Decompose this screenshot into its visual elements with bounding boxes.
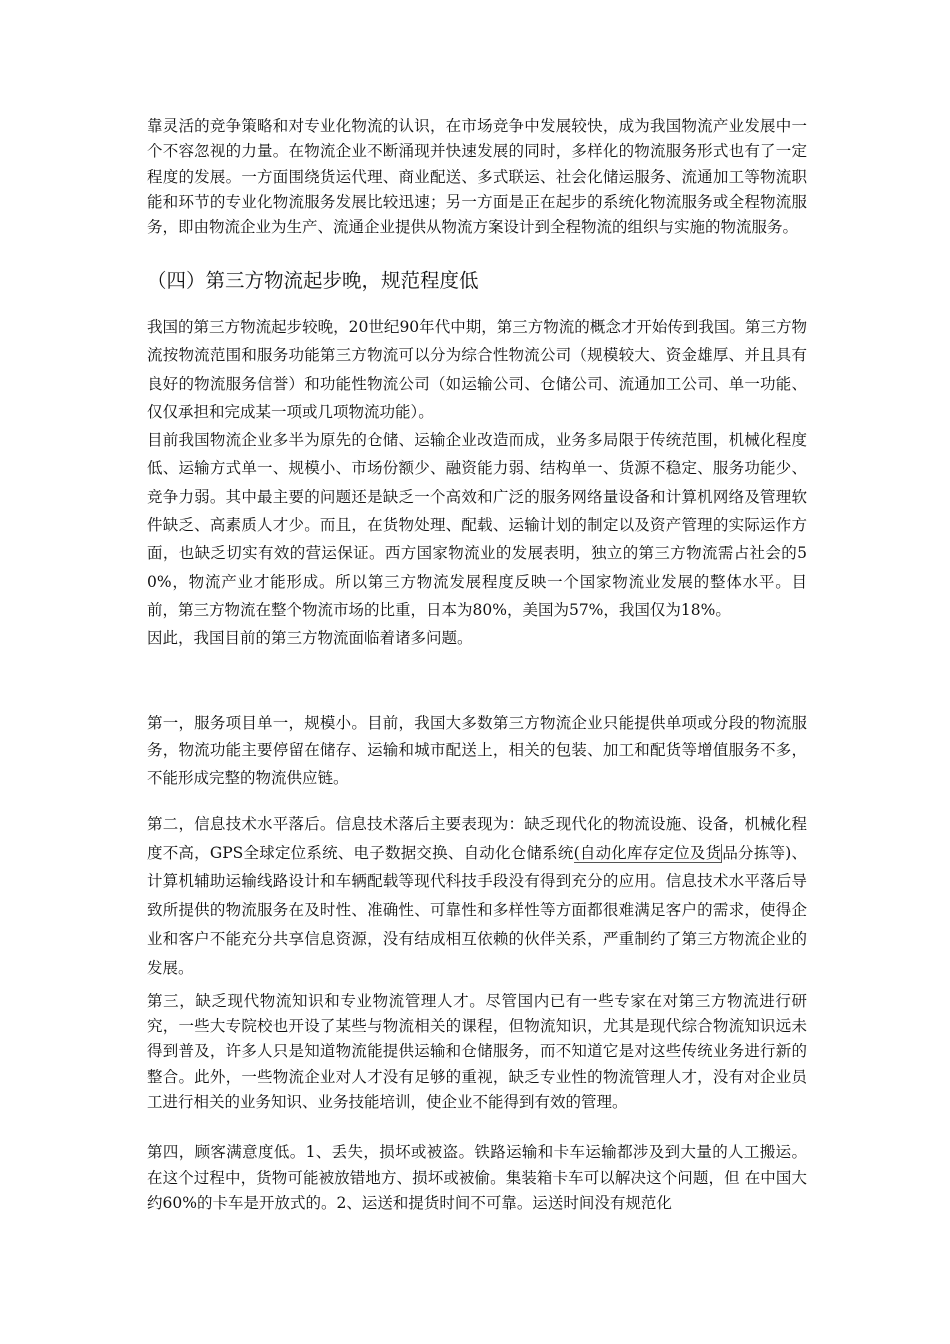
intro-text-block: [147, 114, 807, 240]
section-body-overview: [147, 313, 807, 653]
section-body-first: [147, 710, 807, 792]
paragraph-second-start: 第二，信息技术水平落后。信息技术落后主要表现为：缺乏现代化的物流设施、设备，机械化程度不高，GPS全球定位系统、电子数据交换、自动化仓储系统: [147, 815, 807, 862]
paragraph-second-problem: [147, 810, 807, 982]
intro-paragraph: 靠灵活的竞争策略和对专业化物流的认识，在市场竞争中发展较快，成为我国物流产业发展中一个不容忽视的力量。在物流企业不断涌现并快速发展的同时，多样化的物流服务形式也有了一定程度的发展。一方面围绕货运代理、商业配送、多式联运、社会化储运服务、流通加工等物流职能和环节的专业化物流服务发展比较迅速；另一方面是正在起步的系统化物流服务或全程物流服务，即由物流企业为生产、流通企业提供从物流方案设计到全程物流的组织与实施的物流服务。: [147, 117, 807, 237]
paragraph-second-marked-text: (自动化库存定位及货: [573, 843, 722, 862]
paragraph-third-problem: 第三，缺乏现代物流知识和专业物流管理人才。尽管国内已有一些专家在对第三方物流进行研究，一些大专院校也开设了某些与物流相关的课程，但物流知识，尤其是现代综合物流知识远未得到普及，许多人只是知道物流能提供运输和仓储服务，而不知道它是对这些传统业务进行新的整合。此外，一些物流企业对人才没有足够的重视，缺乏专业性的物流管理人才，没有对企业员工进行相关的业务知识、业务技能培训，使企业不能得到有效的管理。: [147, 992, 807, 1111]
paragraph-first-problem: 第一，服务项目单一，规模小。目前，我国大多数第三方物流企业只能提供单项或分段的物流服务，物流功能主要停留在储存、运输和城市配送上，相关的包装、加工和配货等增值服务不多，不能形成完整的物流供应链。: [147, 714, 807, 787]
paragraph-problems-intro: 因此，我国目前的第三方物流面临着诸多问题。: [147, 629, 473, 648]
paragraph-origin: 我国的第三方物流起步较晚，20世纪90年代中期，第三方物流的概念才开始传到我国。第三方物流按物流范围和服务功能第三方物流可以分为综合性物流公司（规模较大、资金雄厚、并且具有良好的物流服务信誉）和功能性物流公司（如运输公司、仓储公司、流通加工公司、单一功能、仅仅承担和完成某一项或几项物流功能）。: [147, 318, 807, 421]
paragraph-second-rest: 品分拣等)、计算机辅助运输线路设计和车辆配载等现代科技手段没有得到充分的应用。信息技术水平落后导致所提供的物流服务在及时性、准确性、可靠性和多样性等方面都很难满足客户的需求，使得企业和客户不能充分共享信息资源，没有结成相互依赖的伙伴关系，严重制约了第三方物流企业的发展。: [147, 843, 807, 977]
section-body-second: [147, 810, 807, 982]
section-body-fourth: [147, 1140, 807, 1217]
section-body-third: [147, 989, 807, 1115]
paragraph-status: 目前我国物流企业多半为原先的仓储、运输企业改造而成，业务多局限于传统范围，机械化程度低、运输方式单一、规模小、市场份额少、融资能力弱、结构单一、货源不稳定、服务功能少、竞争力弱。其中最主要的问题还是缺乏一个高效和广泛的服务网络量设备和计算机网络及管理软件缺乏、高素质人才少。而且，在货物处理、配载、运输计划的制定以及资产管理的实际运作方面，也缺乏切实有效的营运保证。西方国家物流业的发展表明，独立的第三方物流需占社会的50%，物流产业才能形成。所以第三方物流发展程度反映一个国家物流业发展的整体水平。目前，第三方物流在整个物流市场的比重，日本为80%，美国为57%，我国仅为18%。: [147, 431, 807, 619]
section-heading: （四）第三方物流起步晚，规范程度低: [147, 269, 479, 292]
paragraph-fourth-problem: 第四，顾客满意度低。1、丢失，损坏或被盗。铁路运输和卡车运输都涉及到大量的人工搬运。在这个过程中，货物可能被放错地方、损坏或被偷。集装箱卡车可以解决这个问题，但 在中国大约60%的卡车是开放式的。2、运送和提货时间不可靠。运送时间没有规范化: [147, 1143, 807, 1213]
